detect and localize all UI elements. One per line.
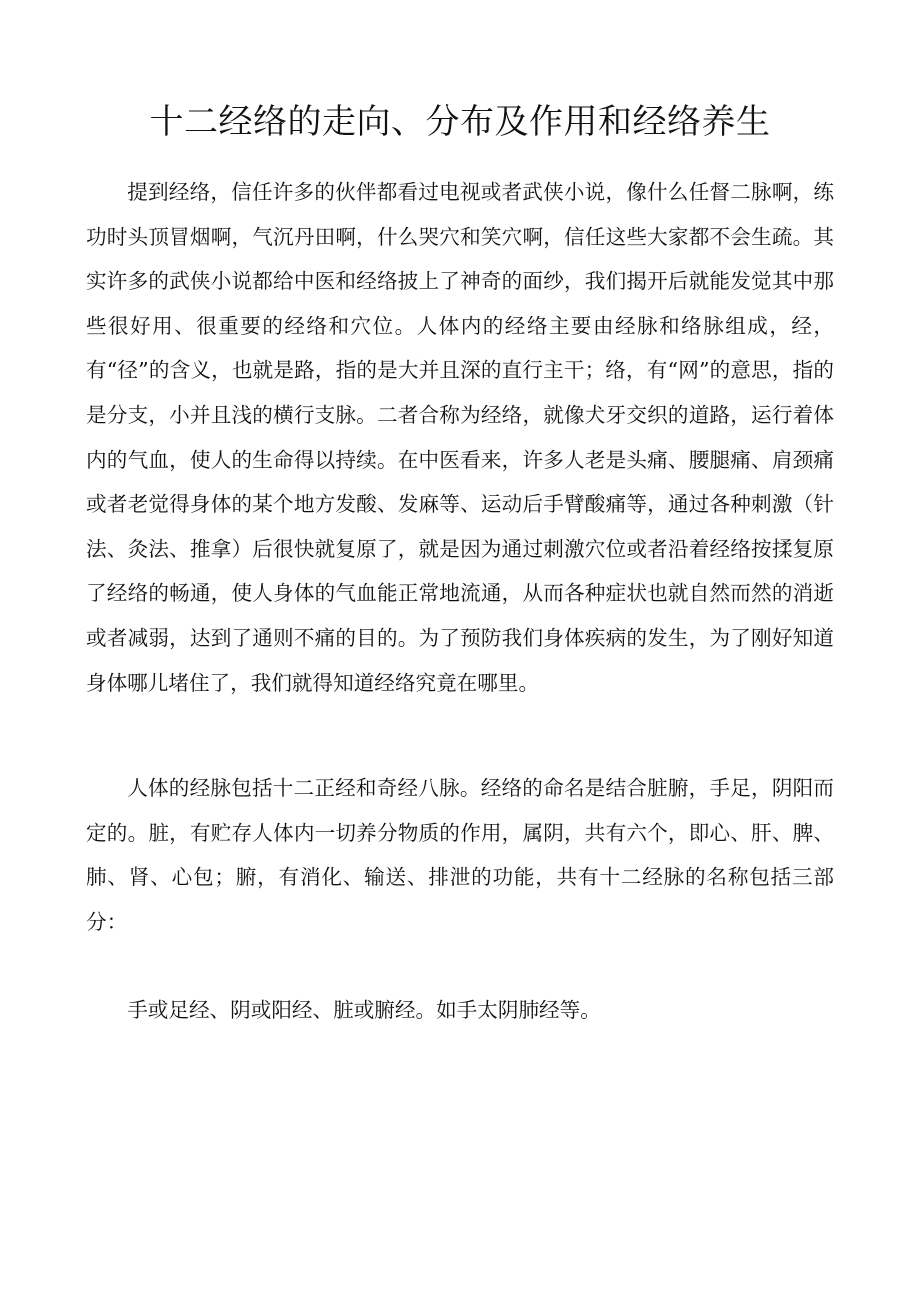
paragraph-meridians-intro: 提到经络，信任许多的伙伴都看过电视或者武侠小说，像什么任督二脉啊，练功时头顶冒烟啊，气沉丹田啊，什么哭穴和笑穴啊，信任这些大家都不会生疏。其实许多的武侠小说都给中医和经络披上了神奇的面纱，我们揭开后就能发觉其中那些很好用、很重要的经络和穴位。人体内的经络主要由经脉和络脉组成，经，有“径”的含义，也就是路，指的是大并且深的直行主干；络，有“网”的意思，指的是分支，小并且浅的横行支脉。二者合称为经络，就像犬牙交织的道路，运行着体内的气血，使人的生命得以持续。在中医看来，许多人老是头痛、腰腿痛、肩颈痛或者老觉得身体的某个地方发酸、发麻等、运动后手臂酸痛等，通过各种刺激（针法、灸法、推拿）后很快就复原了，就是因为通过刺激穴位或者沿着经络按揉复原了经络的畅通，使人身体的气血能正常地流通，从而各种症状也就自然而然的消逝或者减弱，达到了通则不痛的目的。为了预防我们身体疾病的发生，为了刚好知道身体哪儿堵住了，我们就得知道经络究竟在哪里。 bbox=[86, 180, 834, 695]
paragraph-meridian-naming: 人体的经脉包括十二正经和奇经八脉。经络的命名是结合脏腑，手足，阴阳而定的。脏，有贮存人体内一切养分物质的作用，属阴，共有六个，即心、肝、脾、肺、肾、心包；腑，有消化、输送、排泄的功能，共有十二经脉的名称包括三部分： bbox=[86, 776, 834, 934]
paragraph-meridian-parts: 手或足经、阴或阳经、脏或腑经。如手太阴肺经等。 bbox=[127, 998, 601, 1022]
document-title: 十二经络的走向、分布及作用和经络养生 bbox=[149, 102, 771, 142]
